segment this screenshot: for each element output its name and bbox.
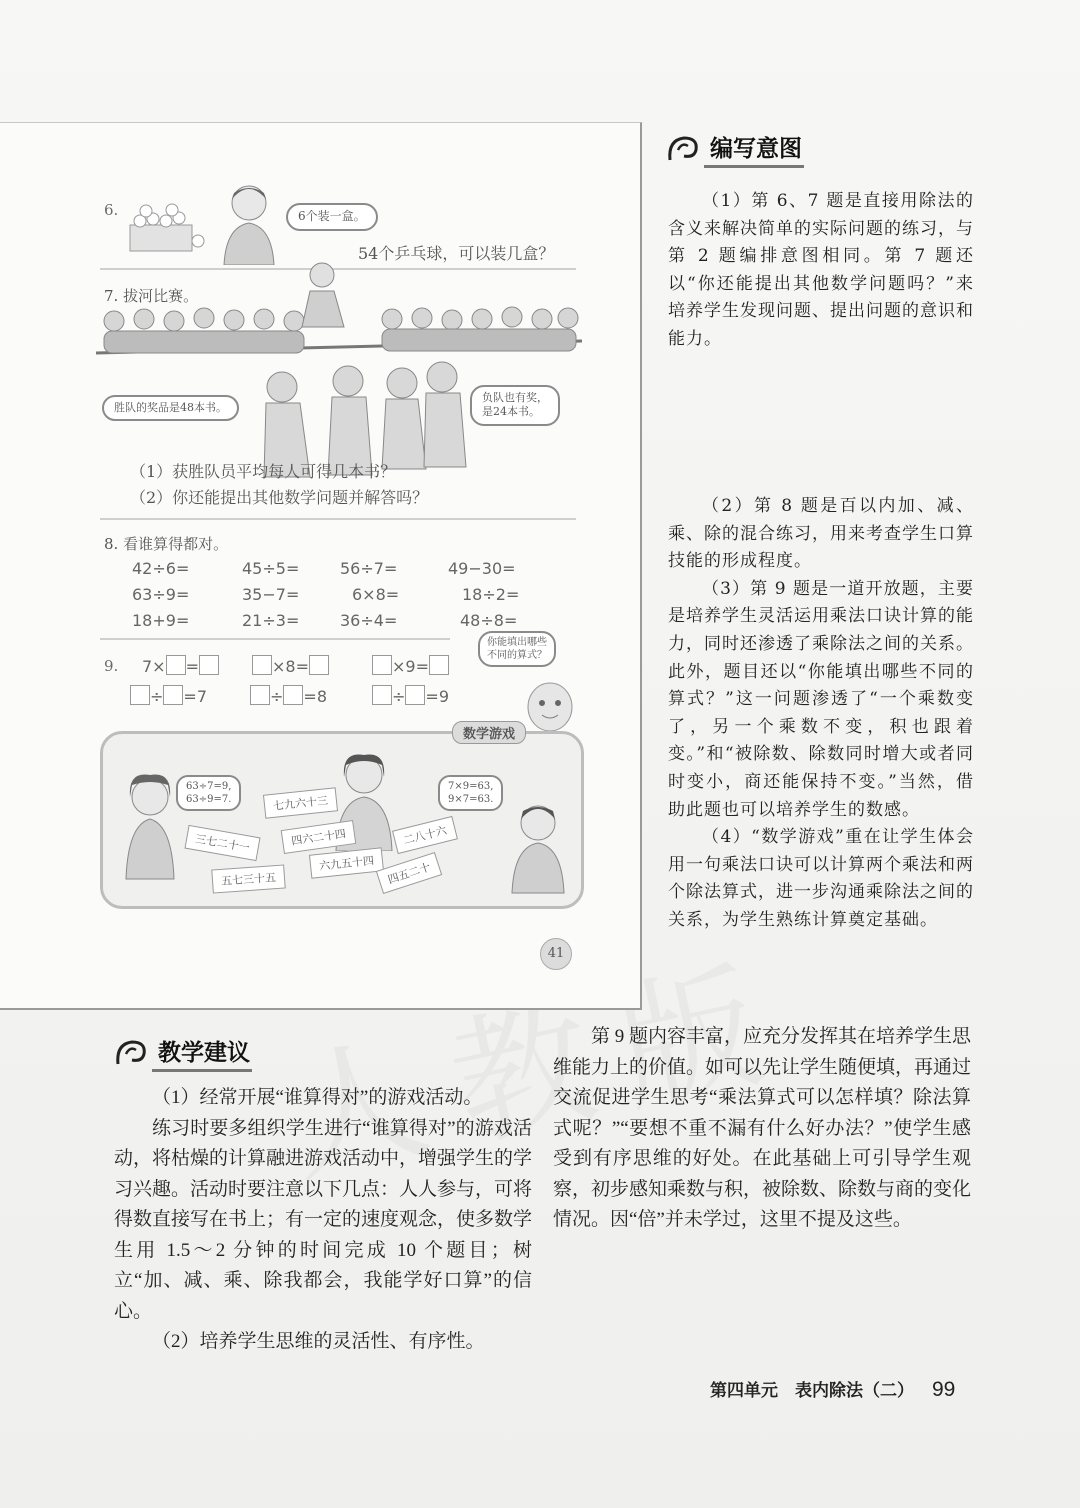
divider (100, 638, 450, 640)
multiplication-rhyme-card: 三七二十一 (184, 825, 260, 861)
page-number: 99 (932, 1378, 956, 1401)
answer-box (405, 685, 425, 705)
q7-subquestion-2: （2）你还能提出其他数学问题并解答吗？ (130, 488, 429, 507)
jianyi-paragraph: 练习时要多组织学生进行“谁算得对”的游戏活动，将枯燥的计算融进游戏活动中，增强学生的学习兴趣。活动时要注意以下几点：人人参与，可将得数直接写在书上；有一定的速度观念，使多数学生用 1.5～2 分钟的时间完成 10 个题目；树立“加、减、乘、除我都会，我能学好口算”的信心。 (114, 1117, 533, 1322)
q8-equation: 6×8= (352, 585, 400, 604)
answer-box (372, 655, 392, 675)
game-left-bubble: 63÷7=9, 63÷9=7. (176, 775, 241, 811)
answer-box (130, 685, 150, 705)
girl-figure (118, 771, 182, 881)
multiplication-rhyme-card: 四六二十四 (281, 820, 357, 854)
q9-number: 9. (104, 657, 119, 675)
q6-number: 6. (104, 201, 119, 219)
q8-equation: 48÷8= (460, 611, 518, 630)
jianyi-paragraph: （2）培养学生思维的灵活性、有序性。 (152, 1331, 485, 1352)
answer-box (250, 685, 270, 705)
q8-equation: 56÷7= (340, 559, 398, 578)
divider (100, 518, 576, 520)
q9-equation-5: ÷ =8 (250, 685, 327, 706)
answer-box (199, 655, 219, 675)
answer-box (163, 685, 183, 705)
q7-title: 7. 拔河比赛。 (104, 287, 199, 305)
q9-equation-2: ×8= (252, 655, 329, 676)
bianxie-paragraph: （1）第 6、7 题是直接用除法的含义来解决简单的实际问题的练习，与第 2 题编排意图相同。第 7 题还以“你还能提出其他数学问题吗？”来培养学生发现问题、提出问题的意识和能力。 (668, 191, 974, 349)
q8-equation: 36÷4= (340, 611, 398, 630)
q8-equation: 42÷6= (132, 559, 190, 578)
q8-equation: 49−30= (448, 559, 516, 578)
q9-equation-6: ÷ =9 (372, 685, 449, 706)
jianyi-paragraph: （1）经常开展“谁算得对”的游戏活动。 (152, 1087, 483, 1108)
q8-equation: 18÷2= (462, 585, 520, 604)
jianyi-right-column (553, 1022, 971, 1236)
q8-equation: 45÷5= (242, 559, 300, 578)
multiplication-rhyme-card: 七九六十三 (263, 787, 338, 818)
q7-subquestion-1: （1）获胜队员平均每人可得几本书？ (130, 462, 397, 481)
bianxie-paragraph: （2）第 8 题是百以内加、减、乘、除的混合练习，用来考查学生口算技能的形成程度。 (668, 496, 974, 572)
game-right-bubble: 7×9=63, 9×7=63. (438, 775, 503, 811)
textbook-page-number: 41 (540, 938, 572, 970)
jianyi-heading (114, 1034, 252, 1072)
textbook-page (0, 122, 642, 1010)
book-swirl-icon (114, 1038, 148, 1068)
bianxie-title: 编写意图 (704, 130, 804, 168)
bianxie-heading (666, 130, 804, 168)
q6-speech-bubble: 6个装一盒。 (286, 203, 378, 231)
q8-equation: 63÷9= (132, 585, 190, 604)
answer-box (429, 655, 449, 675)
jianyi-left-column (114, 1083, 532, 1358)
loser-prize-bubble: 负队也有奖， 是24本书。 (470, 385, 560, 426)
answer-box (166, 655, 186, 675)
answer-box (252, 655, 272, 675)
page-footer (710, 1376, 955, 1402)
bianxie-paragraph: （4）“数学游戏”重在让学生体会用一句乘法口诀可以计算两个乘法和两个除法算式，进一步沟通乘除法之间的关系，为学生熟练计算奠定基础。 (668, 827, 974, 930)
answer-box (372, 685, 392, 705)
q9-equation-1: 7× = (142, 655, 219, 676)
jianyi-title: 教学建议 (152, 1034, 252, 1072)
boy-figure (508, 799, 568, 895)
bianxie-block-2 (668, 493, 974, 935)
multiplication-rhyme-card: 四五二十 (376, 852, 442, 894)
q6-question: 54个乒乓球，可以装几盒？ (358, 244, 555, 263)
multiplication-rhyme-card: 五七三十五 (211, 864, 285, 893)
jianyi-paragraph: 第 9 题内容丰富，应充分发挥其在培养学生思维能力上的价值。如可以先让学生随便填，再通过交流促进学生思考“乘法算式可以怎样填？除法算式呢？”“要想不重不漏有什么好办法？”使学生感受到有序思维的好处。在此基础上可引导学生观察，初步感知乘数与积，被除数、除数与商的变化情况。因“倍”并未学过，这里不提及这些。 (553, 1026, 972, 1230)
winner-prize-bubble: 胜队的奖品是48本书。 (102, 395, 239, 421)
teacher-figure (218, 181, 280, 265)
q8-equation: 18+9= (132, 611, 190, 630)
book-swirl-icon (666, 134, 700, 164)
q8-title: 8. 看谁算得都对。 (104, 535, 229, 553)
unit-title: 第四单元 表内除法（二） (710, 1381, 914, 1401)
mascot-illustration (522, 675, 578, 735)
q8-equation: 21÷3= (242, 611, 300, 630)
q8-equation: 35−7= (242, 585, 300, 604)
q9-equation-4: ÷ =7 (130, 685, 207, 706)
multiplication-rhyme-card: 二八十六 (392, 816, 458, 854)
q9-equation-3: ×9= (372, 655, 449, 676)
bianxie-paragraph: （3）第 9 题是一道开放题，主要是培养学生灵活运用乘法口诀计算的能力，同时还渗透了乘除法之间的关系。此外，题目还以“你能填出哪些不同的算式？”这一问题渗透了“一个乘数变了，另一个乘数不变，积也跟着变。”和“被除数、除数同时增大或者同时变小，商还能保持不变。”当然，借助此题也可以培养学生的数感。 (668, 578, 974, 820)
bianxie-block-1 (668, 188, 974, 354)
multiplication-rhyme-card: 六九五十四 (309, 847, 384, 878)
math-game-title: 数学游戏 (452, 721, 526, 744)
q9-speech-bubble: 你能填出哪些 不同的算式？ (478, 631, 556, 667)
tug-of-war-illustration (96, 261, 582, 483)
answer-box (309, 655, 329, 675)
ping-pong-boxes-illustration (128, 203, 208, 257)
answer-box (283, 685, 303, 705)
